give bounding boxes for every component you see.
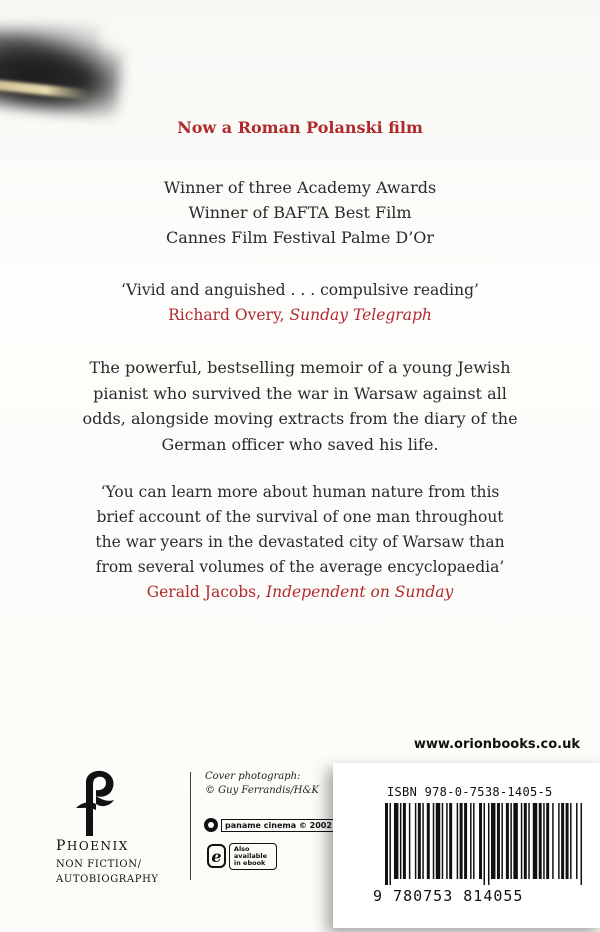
barcode-panel (333, 763, 600, 928)
awards-list (0, 175, 600, 250)
quote-author: Richard Overy, (168, 306, 285, 324)
quote-attribution (0, 303, 600, 328)
barcode-bar (491, 803, 495, 879)
barcode-bar (400, 803, 401, 879)
blurb-line: odds, alongside moving extracts from the diary of the (82, 409, 518, 428)
barcode-bar (546, 803, 549, 879)
ebook-icon: e (207, 844, 226, 868)
barcode-bar (521, 803, 522, 879)
book-blurb (0, 355, 600, 457)
barcode-bar (497, 803, 500, 879)
barcode-bar (415, 803, 416, 879)
photo-credit (205, 770, 319, 798)
quote-text: from several volumes of the average encyclopaedia’ (95, 558, 505, 576)
publisher-website: www.orionbooks.co.uk (413, 737, 580, 752)
barcode-bar (552, 803, 553, 879)
barcode-bar (501, 803, 502, 879)
barcode-digits: 9 780753 814055 (373, 887, 524, 905)
barcode-bar (524, 803, 527, 879)
isbn-number: ISBN 978-0-7538-1405-5 (387, 785, 553, 799)
blurb-line: The powerful, bestselling memoir of a young Jewish (89, 358, 511, 377)
barcode-bar (558, 803, 559, 879)
award-line: Winner of BAFTA Best Film (188, 203, 412, 222)
divider (190, 772, 191, 880)
barcode-bar (436, 803, 440, 879)
barcode-bar (460, 803, 463, 879)
barcode-bar (442, 803, 443, 879)
film-tagline: Now a Roman Polanski film (177, 118, 423, 137)
quote-text: ‘Vivid and anguished . . . compulsive reading’ (121, 281, 479, 299)
barcode-bar (543, 803, 544, 879)
barcode-bar (539, 803, 542, 879)
credit-line: Cover photograph: (205, 771, 301, 782)
barcode-icon (385, 803, 585, 885)
barcode-bar (464, 803, 467, 879)
quote-source: Sunday Telegraph (289, 306, 432, 324)
credit-line: © Guy Ferrandis/H&K (205, 785, 319, 796)
barcode-bar (457, 803, 458, 879)
book-category (56, 857, 159, 887)
category-line: NON FICTION/ (56, 859, 142, 870)
barcode-bar (566, 803, 569, 879)
quote-text: brief account of the survival of one man throughout (96, 508, 504, 526)
barcode-bar (513, 803, 517, 879)
award-line: Winner of three Academy Awards (163, 178, 437, 197)
award-line: Cannes Film Festival Palme D’Or (165, 228, 435, 247)
quote-author: Gerald Jacobs, (146, 583, 262, 601)
barcode-bar (427, 803, 430, 879)
publisher-name: PHOENIX (56, 838, 129, 854)
blurred-cover-photo (0, 20, 130, 130)
barcode-bar (561, 803, 564, 879)
barcode-bar (409, 803, 410, 879)
barcode-bar (403, 803, 406, 879)
review-quote-2 (0, 480, 600, 605)
seal-icon (204, 818, 218, 832)
ebook-badge (207, 843, 277, 869)
barcode-bar (394, 803, 398, 879)
review-quote-1 (0, 278, 600, 328)
quote-attribution (0, 580, 600, 605)
barcode-bar (484, 803, 485, 885)
blurb-line: pianist who survived the war in Warsaw against all (93, 383, 507, 403)
barcode-bar (488, 803, 489, 885)
quote-text: ‘You can learn more about human nature from this (100, 483, 500, 501)
blurb-line: German officer who saved his life. (161, 434, 439, 454)
barcode-bar (576, 803, 577, 879)
barcode-bar (418, 803, 421, 879)
barcode-bar (510, 803, 511, 879)
barcode-bar (449, 803, 452, 879)
barcode-bar (570, 803, 571, 879)
quote-text: the war years in the devastated city of Warsaw than (95, 533, 505, 551)
barcode-bar (422, 803, 423, 879)
paname-cinema-badge (204, 818, 336, 832)
barcode-bar (470, 803, 471, 879)
ebook-label: Also available in ebook (229, 843, 277, 870)
barcode-bar (446, 803, 447, 879)
barcode-bar (581, 803, 582, 885)
barcode-bar (506, 803, 509, 879)
barcode-bar (433, 803, 434, 879)
barcode-bar (385, 803, 388, 885)
barcode-bar (473, 803, 474, 879)
phoenix-logo-icon (68, 768, 120, 838)
barcode-bar (389, 803, 390, 885)
barcode-bar (528, 803, 529, 879)
barcode-bar (479, 803, 482, 879)
category-line: AUTOBIOGRAPHY (56, 874, 159, 885)
quote-source: Independent on Sunday (265, 583, 454, 601)
paname-label: paname cinema © 2002 (221, 819, 336, 832)
barcode-bar (533, 803, 537, 879)
